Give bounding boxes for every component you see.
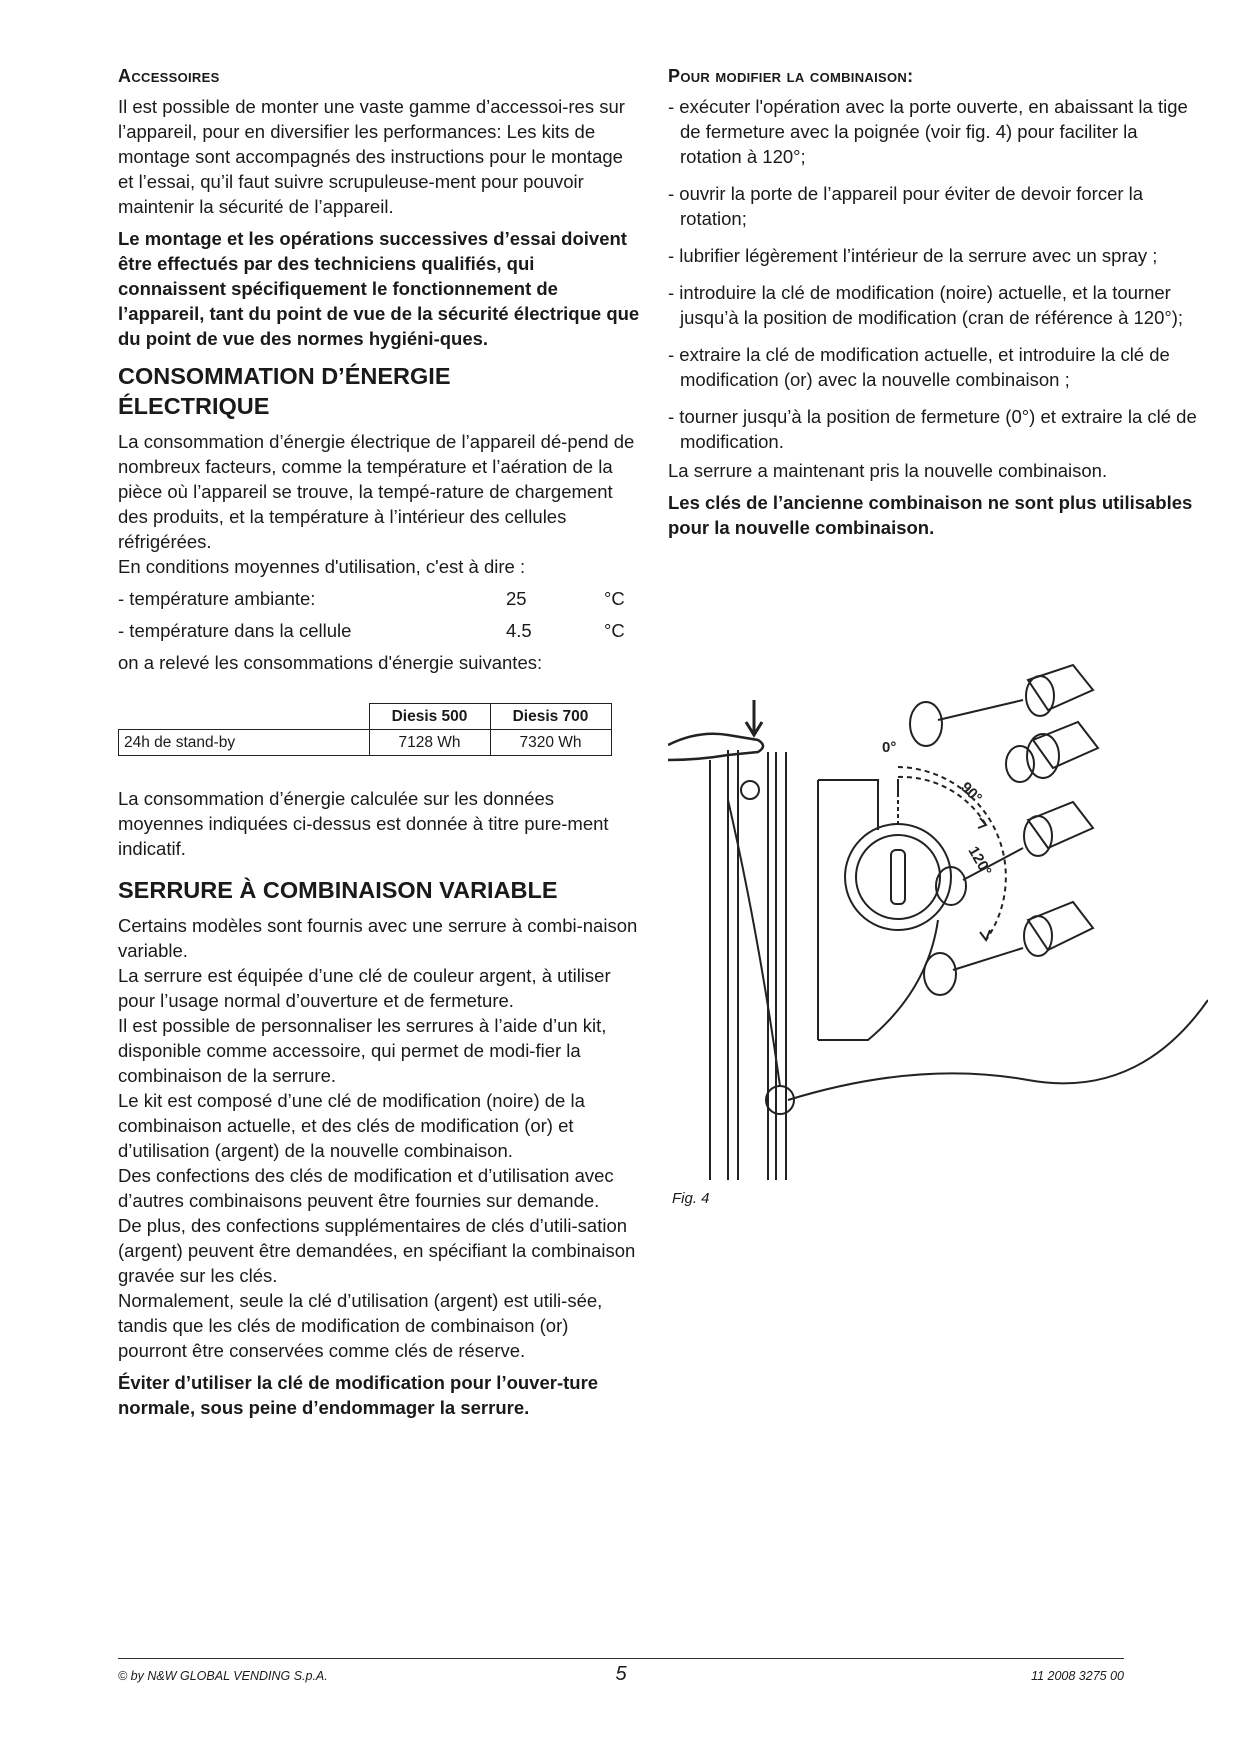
table-cell-diesis500: 7128 Wh [369,730,490,756]
left-column [118,66,640,1420]
energy-paragraph-3: on a relevé les consommations d'énergie suivantes: [118,652,543,673]
footer-copyright: © by N&W GLOBAL VENDING S.p.A. [118,1669,328,1683]
energy-paragraph-4: La consommation d’énergie calculée sur les données moyennes indiquées ci-dessus est donnée à titre pure-ment indicatif. [118,788,609,859]
footer-divider [118,1658,1124,1659]
lock-paragraph-4: Le kit est composé d’une clé de modification (noire) de la combinaison actuelle, et des clés de modification (or) et d’utilisation (argent) de la nouvelle combinaison. [118,1090,585,1161]
lock-cylinder-1 [910,665,1093,746]
keyhole [891,850,905,904]
arrow-120-icon [980,930,990,940]
accessoires-warning: Le montage et les opérations successives d’essai doivent être effectués par des techniciens qualifiés, qui connaissent spécifiquement le fonctionnement de l’appareil, tant du point de vue de la sécurité électrique que du point de vue des normes hygiéni-ques. [118,228,640,349]
angle-120-label: 120° [964,843,995,879]
spec-cell-unit: °C [604,620,625,641]
spec-cell-value: 4.5 [506,620,532,641]
arc-120 [898,767,1006,940]
list-item: - lubrifier légèrement l’intérieur de la serrure avec un spray ; [668,245,1158,266]
spec-ambient-value: 25 [506,588,527,609]
lock-paragraph-1: Certains modèles sont fournis avec une serrure à combi-naison variable. [118,915,638,961]
list-item: - exécuter l'opération avec la porte ouverte, en abaissant la tige de fermeture avec la poignée (voir fig. 4) pour faciliter la rotation à 120°; [668,96,1188,167]
accessoires-paragraph: Il est possible de monter une vaste gamme d’accessoi-res sur l’appareil, pour en diversifier les performances: Les kits de montage sont accompagnés des instructions pour le montage et l’essai, qu’il faut suivre scrupuleuse-ment pour pouvoir maintenir la sécurité de l’appareil. [118,96,625,217]
lock-cylinder-4 [924,902,1093,995]
spec-ambient-row [118,586,640,611]
table-header-diesis700: Diesis 700 [490,704,611,730]
closing-rod [728,800,780,1086]
lock-paragraph-5: Des confections des clés de modification et d’utilisation avec d’autres combinaisons peuvent être fournies sur demande. [118,1165,614,1211]
door-outline [788,1000,1208,1100]
modify-heading: Pour modifier la combinaison: [668,66,914,86]
page-footer [118,1665,1124,1689]
lock-cylinder-3 [936,802,1093,905]
lock-paragraph-3: Il est possible de personnaliser les serrures à l’aide d’un kit, disponible comme accessoire, qui permet de modi-fier la combinaison de la serrure. [118,1015,607,1086]
lock-figure [668,660,1208,1180]
energy-heading-line2: ÉLECTRIQUE [118,393,270,419]
table-header-row [119,704,612,730]
figure-caption: Fig. 4 [672,1190,710,1207]
table-corner-cell [119,704,370,730]
list-item: - introduire la clé de modification (noire) actuelle, et la tourner jusqu’à la position de modification (cran de référence à 120°); [668,282,1184,328]
lock-warning: Éviter d’utiliser la clé de modification pour l’ouver-ture normale, sous peine d’endommager la serrure. [118,1372,599,1418]
spec-ambient-unit: °C [604,588,625,609]
right-column [668,66,1198,540]
list-item: - tourner jusqu’à la position de fermeture (0°) et extraire la clé de modification. [668,406,1197,452]
lock-paragraph-2: La serrure est équipée d’une clé de couleur argent, à utiliser pour l’usage normal d’ouverture et de fermeture. [118,965,611,1011]
energy-heading-line1: CONSOMMATION D’ÉNERGIE [118,363,451,389]
angle-0-label: 0° [882,739,897,756]
lock-paragraph-6: De plus, des confections supplémentaires de clés d’utili-sation (argent) peuvent être demandées, en spécifiant la combinaison gravée sur les clés. [118,1215,636,1286]
energy-paragraph-2: En conditions moyennes d'utilisation, c'est à dire : [118,556,526,577]
table-header-diesis500: Diesis 500 [369,704,490,730]
door-frame [710,750,738,1180]
angle-90-label: 90° [957,778,986,807]
lock-disc-inner [856,835,940,919]
spec-cell-row [118,618,640,643]
door-edge [768,752,786,1180]
lock-disc-outer [845,824,951,930]
lock-paragraph-7: Normalement, seule la clé d’utilisation (argent) est utili-sée, tandis que les clés de modification de combinaison (or) pourront être conservées comme clés de réserve. [118,1290,603,1361]
lock-heading: SERRURE À COMBINAISON VARIABLE [118,877,558,903]
hand-icon [668,734,763,760]
consumption-table [118,703,612,756]
cabinet-curve [818,920,938,1040]
spec-ambient-label: - température ambiante: [118,588,316,609]
accessoires-heading: Accessoires [118,66,220,86]
combination-warning: Les clés de l’ancienne combinaison ne sont plus utilisables pour la nouvelle combinaison. [668,492,1193,538]
arrow-90-icon [978,818,986,828]
list-item: - extraire la clé de modification actuelle, et introduire la clé de modification (or) avec la nouvelle combinaison ; [668,344,1170,390]
result-paragraph: La serrure a maintenant pris la nouvelle combinaison. [668,460,1108,481]
modify-steps-list [668,94,1198,454]
rod-knob-top [741,781,759,799]
cabinet-panel [818,780,878,1040]
table-row [119,730,612,756]
page-number: 5 [615,1663,627,1685]
table-cell-diesis700: 7320 Wh [490,730,611,756]
energy-heading [118,361,640,421]
energy-paragraph-1: La consommation d’énergie électrique de l’appareil dé-pend de nombreux facteurs, comme la température et l’aération de la pièce où l’appareil se trouve, la tempé-rature de chargement des produits, et la température à l’intérieur des cellules réfrigérées. [118,431,635,552]
table-row-label: 24h de stand-by [119,730,370,756]
document-code: 11 2008 3275 00 [1031,1669,1124,1683]
down-arrow-icon [746,700,762,735]
list-item: - ouvrir la porte de l’appareil pour éviter de devoir forcer la rotation; [668,183,1144,229]
lock-cylinder-2 [1006,722,1098,782]
spec-cell-label: - température dans la cellule [118,620,352,641]
